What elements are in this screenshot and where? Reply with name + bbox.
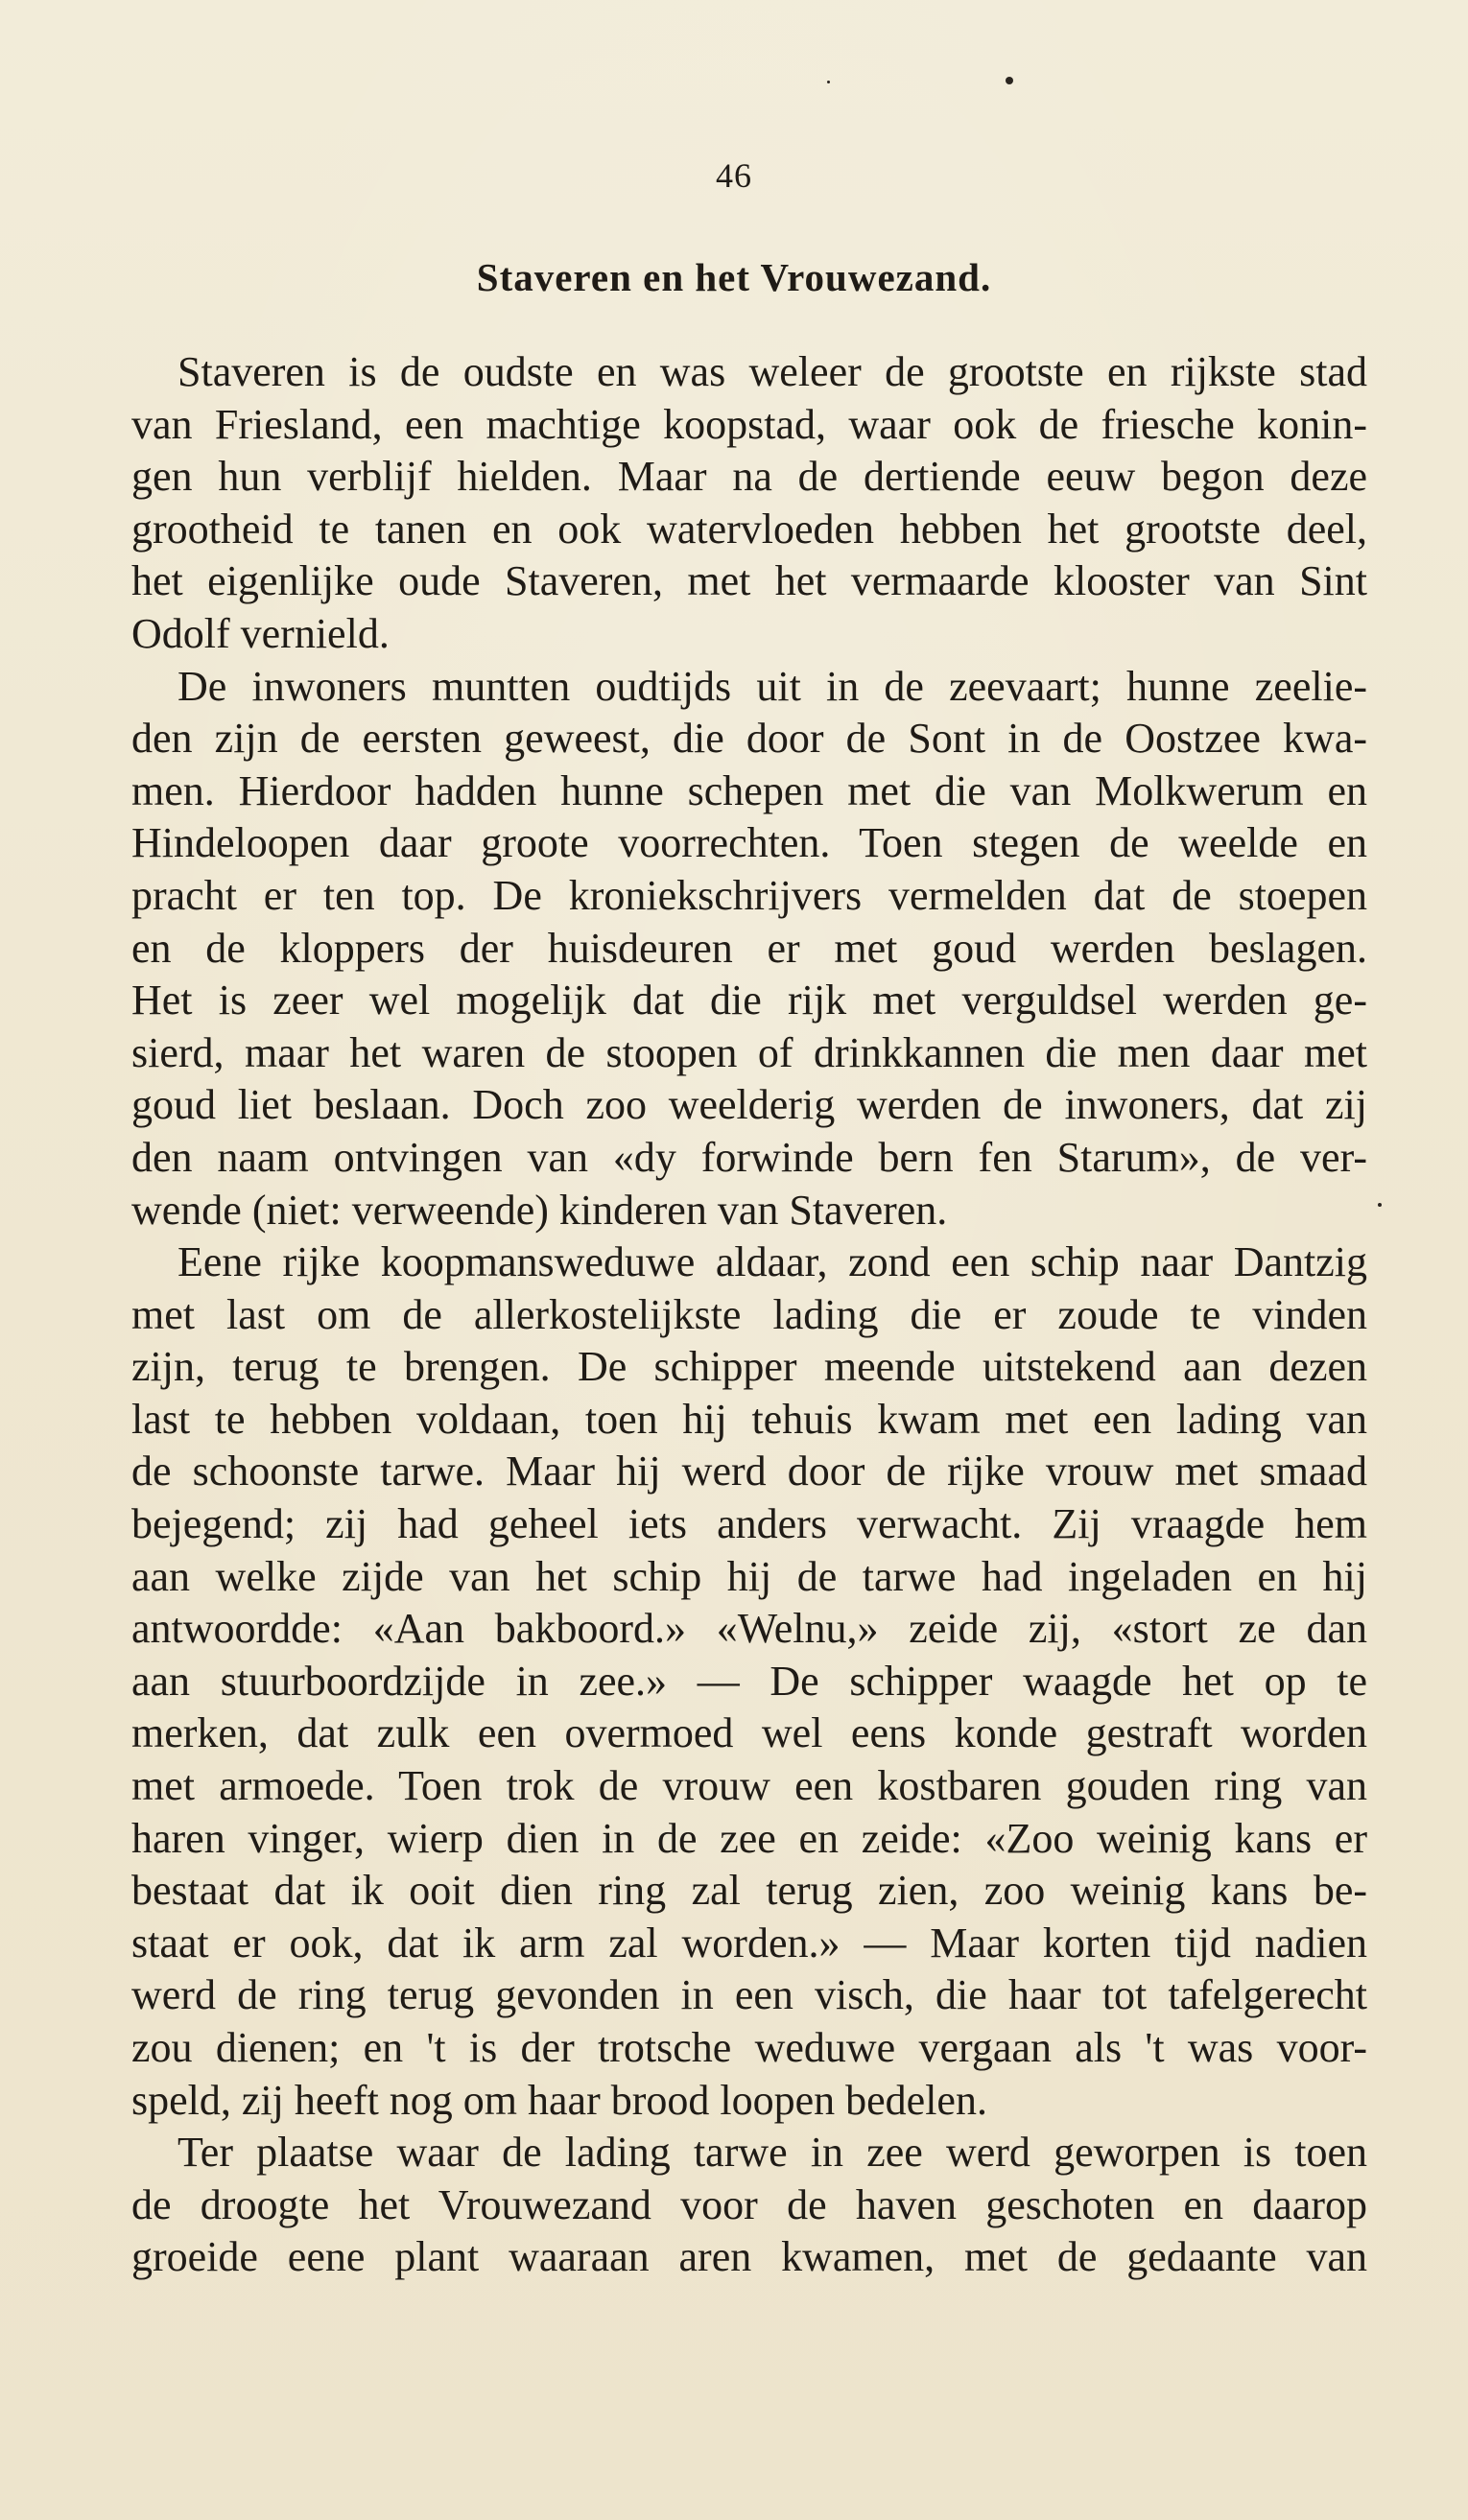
- text-line: aan stuurboordzijde in zee.» — De schipper waagde het op te: [131, 1657, 1367, 1705]
- text-line: Het is zeer wel mogelijk dat die rijk met verguldsel werden ge-: [131, 977, 1367, 1024]
- text-line: den zijn de eersten geweest, die door de Sont in de Oostzee kwa-: [131, 715, 1367, 763]
- body-text: [131, 346, 1367, 2284]
- text-line: sierd, maar het waren de stoopen of drinkkannen die men daar met: [131, 1028, 1367, 1076]
- text-line: bestaat dat ik ooit dien ring zal terug zien, zoo weinig kans be-: [131, 1867, 1367, 1915]
- text-line: Eene rijke koopmansweduwe aldaar, zond een schip naar Dantzig: [178, 1238, 1367, 1286]
- ink-speck: [827, 81, 830, 83]
- text-line: van Friesland, een machtige koopstad, waar ook de friesche konin-: [131, 400, 1367, 448]
- text-line: haren vinger, wierp dien in de zee en zeide: «Zoo weinig kans er: [131, 1814, 1367, 1862]
- chapter-title: Staveren en het Vrouwezand.: [476, 255, 992, 299]
- text-line: wende (niet: verweende) kinderen van Staveren.: [131, 1186, 948, 1234]
- text-line: den naam ontvingen van «dy forwinde bern fen Starum», de ver-: [131, 1133, 1367, 1181]
- text-line: speld, zij heeft nog om haar brood loopen bedelen.: [131, 2076, 987, 2124]
- ink-speck: [1006, 77, 1013, 84]
- text-line: zijn, terug te brengen. De schipper meende uitstekend aan dezen: [131, 1343, 1367, 1391]
- text-line: last te hebben voldaan, toen hij tehuis kwam met een lading van: [131, 1395, 1367, 1443]
- text-line: gen hun verblijf hielden. Maar na de dertiende eeuw begon deze: [131, 453, 1367, 501]
- text-line: met armoede. Toen trok de vrouw een kostbaren gouden ring van: [131, 1762, 1367, 1810]
- text-line: bejegend; zij had geheel iets anders verwacht. Zij vraagde hem: [131, 1500, 1367, 1548]
- text-line: De inwoners muntten oudtijds uit in de zeevaart; hunne zeelie-: [178, 662, 1367, 710]
- text-line: zou dienen; en 't is der trotsche weduwe vergaan als 't was voor-: [131, 2024, 1367, 2071]
- text-line: pracht er ten top. De kroniekschrijvers vermelden dat de stoepen: [131, 871, 1367, 919]
- text-line: de schoonste tarwe. Maar hij werd door de rijke vrouw met smaad: [131, 1448, 1367, 1496]
- text-line: groeide eene plant waaraan aren kwamen, met de gedaante van: [131, 2233, 1367, 2281]
- text-line: Odolf vernield.: [131, 609, 390, 657]
- text-line: Staveren is de oudste en was weleer de grootste en rijkste stad: [178, 348, 1367, 395]
- text-line: merken, dat zulk een overmoed wel eens konde gestraft worden: [131, 1709, 1367, 1757]
- text-line: en de kloppers der huisdeuren er met goud werden beslagen.: [131, 924, 1367, 972]
- text-line: het eigenlijke oude Staveren, met het vermaarde klooster van Sint: [131, 557, 1367, 605]
- text-line: men. Hierdoor hadden hunne schepen met die van Molkwerum en: [131, 766, 1367, 814]
- text-line: aan welke zijde van het schip hij de tarwe had ingeladen en hij: [131, 1552, 1367, 1600]
- text-line: met last om de allerkostelijkste lading die er zoude te vinden: [131, 1290, 1367, 1338]
- ink-speck: [1378, 1203, 1382, 1207]
- text-line: antwoordde: «Aan bakboord.» «Welnu,» zeide zij, «stort ze dan: [131, 1605, 1367, 1653]
- text-line: grootheid te tanen en ook watervloeden hebben het grootste deel,: [131, 505, 1367, 553]
- text-line: de droogte het Vrouwezand voor de haven geschoten en daarop: [131, 2180, 1367, 2228]
- text-line: Hindeloopen daar groote voorrechten. Toen stegen de weelde en: [131, 819, 1367, 867]
- text-line: Ter plaatse waar de lading tarwe in zee werd geworpen is toen: [178, 2129, 1367, 2177]
- text-line: goud liet beslaan. Doch zoo weelderig werden de inwoners, dat zij: [131, 1081, 1367, 1129]
- text-line: staat er ook, dat ik arm zal worden.» — Maar korten tijd nadien: [131, 1919, 1367, 1967]
- text-line: werd de ring terug gevonden in een visch, die haar tot tafelgerecht: [131, 1971, 1367, 2019]
- page-number: 46: [716, 156, 752, 195]
